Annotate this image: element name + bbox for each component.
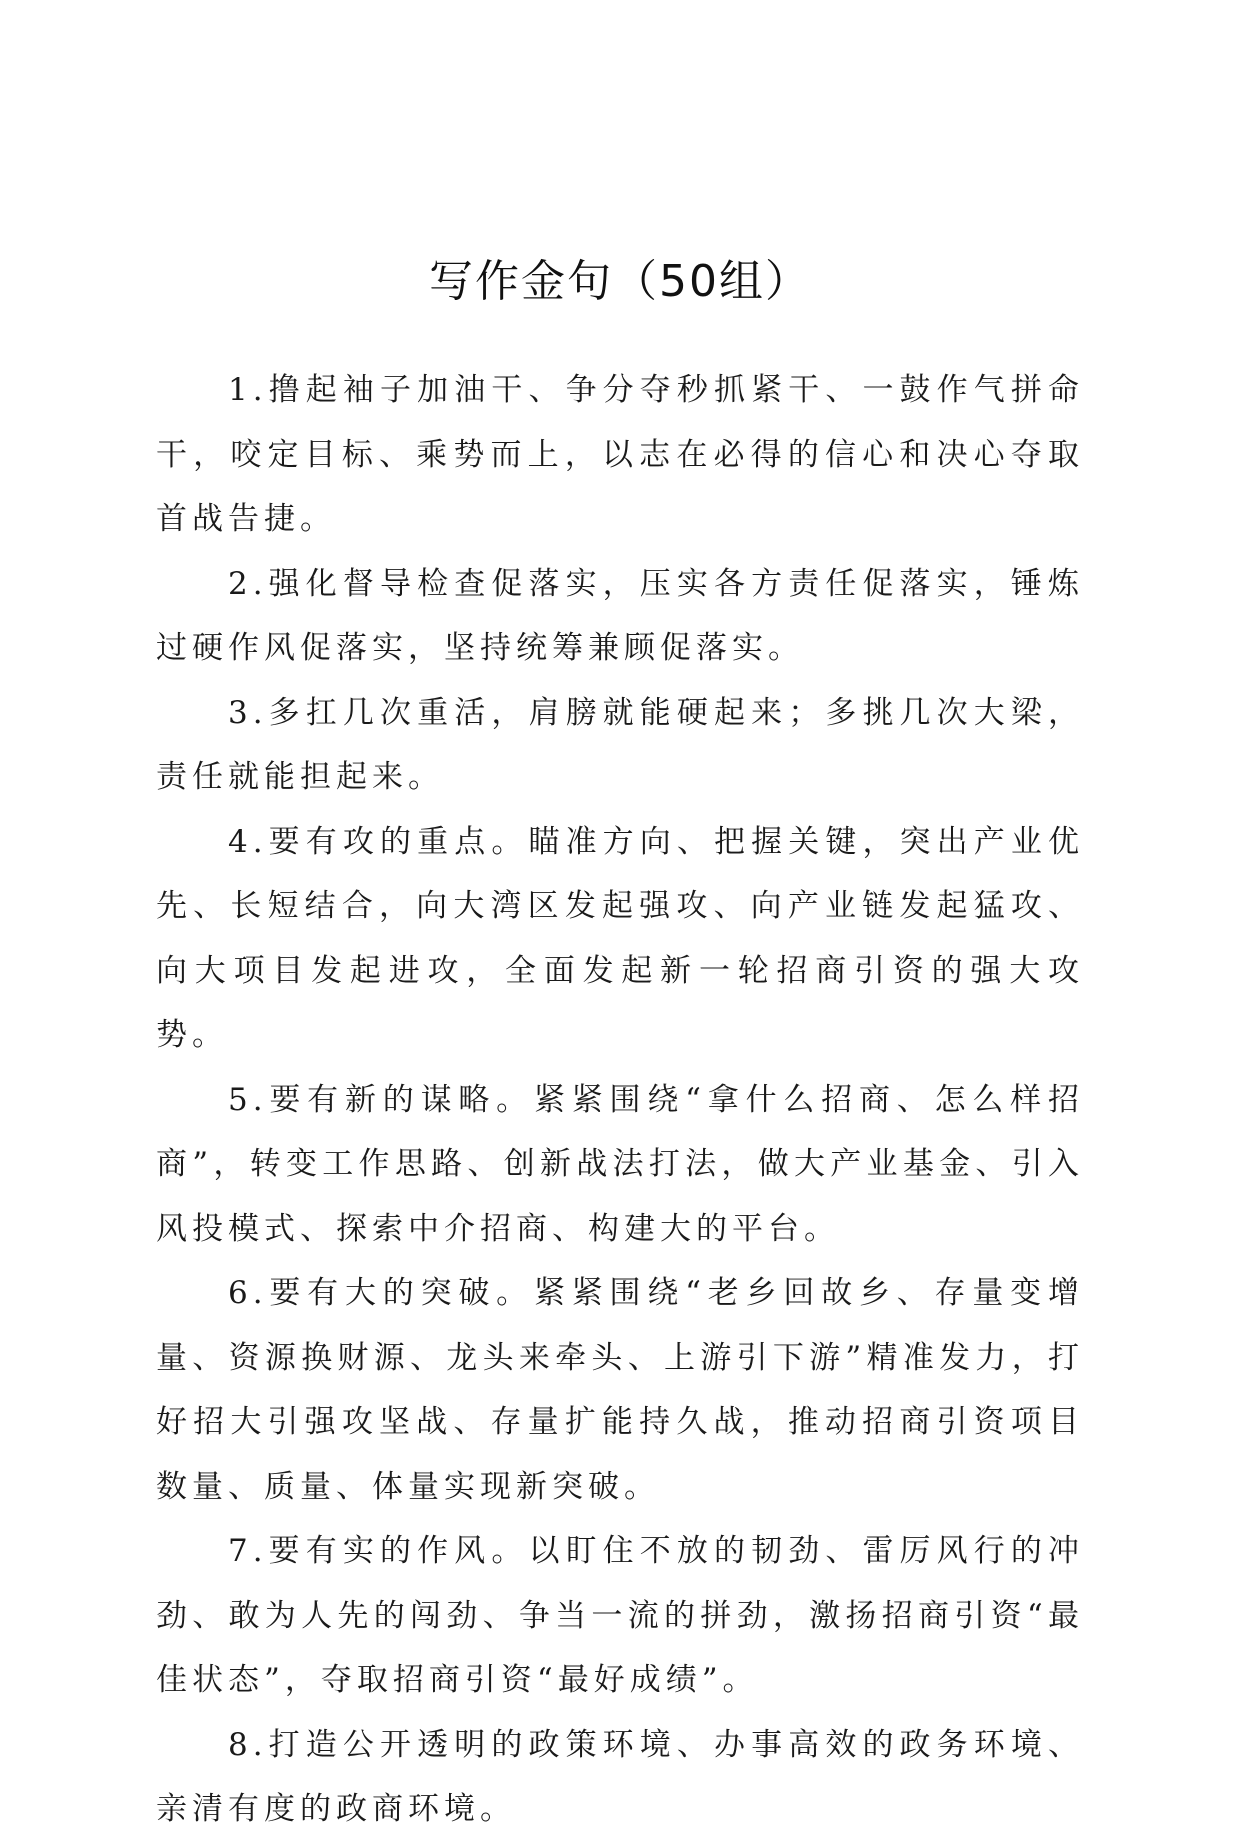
document-title: 写作金句（50组） bbox=[429, 256, 811, 307]
paragraph-5: 5.要有新的谋略。紧紧围绕“拿什么招商、怎么样招商”，转变工作思路、创新战法打法，做大产业基金、引入风投模式、探索中介招商、构建大的平台。 bbox=[156, 1081, 1084, 1247]
paragraph-8: 8.打造公开透明的政策环境、办事高效的政务环境、亲清有度的政商环境。 bbox=[156, 1726, 1084, 1827]
paragraph-1: 1.撸起袖子加油干、争分夺秒抓紧干、一鼓作气拼命干，咬定目标、乘势而上，以志在必得的信心和决心夺取首战告捷。 bbox=[156, 372, 1084, 537]
paragraph-7: 7.要有实的作风。以盯住不放的韧劲、雷厉风行的冲劲、敢为人先的闯劲、争当一流的拼劲，激扬招商引资“最佳状态”，夺取招商引资“最好成绩”。 bbox=[156, 1533, 1084, 1698]
paragraph-2: 2.强化督导检查促落实，压实各方责任促落实，锤炼过硬作风促落实，坚持统筹兼顾促落实。 bbox=[156, 565, 1084, 666]
document-body bbox=[156, 358, 1084, 1842]
paragraph-4: 4.要有攻的重点。瞄准方向、把握关键，突出产业优先、长短结合，向大湾区发起强攻、向产业链发起猛攻、向大项目发起进攻，全面发起新一轮招商引资的强大攻势。 bbox=[156, 823, 1084, 1053]
paragraph-3: 3.多扛几次重活，肩膀就能硬起来；多挑几次大梁，责任就能担起来。 bbox=[156, 694, 1084, 795]
paragraph-6: 6.要有大的突破。紧紧围绕“老乡回故乡、存量变增量、资源换财源、龙头来牵头、上游引下游”精准发力，打好招大引强攻坚战、存量扩能持久战，推动招商引资项目数量、质量、体量实现新突破。 bbox=[156, 1275, 1084, 1505]
